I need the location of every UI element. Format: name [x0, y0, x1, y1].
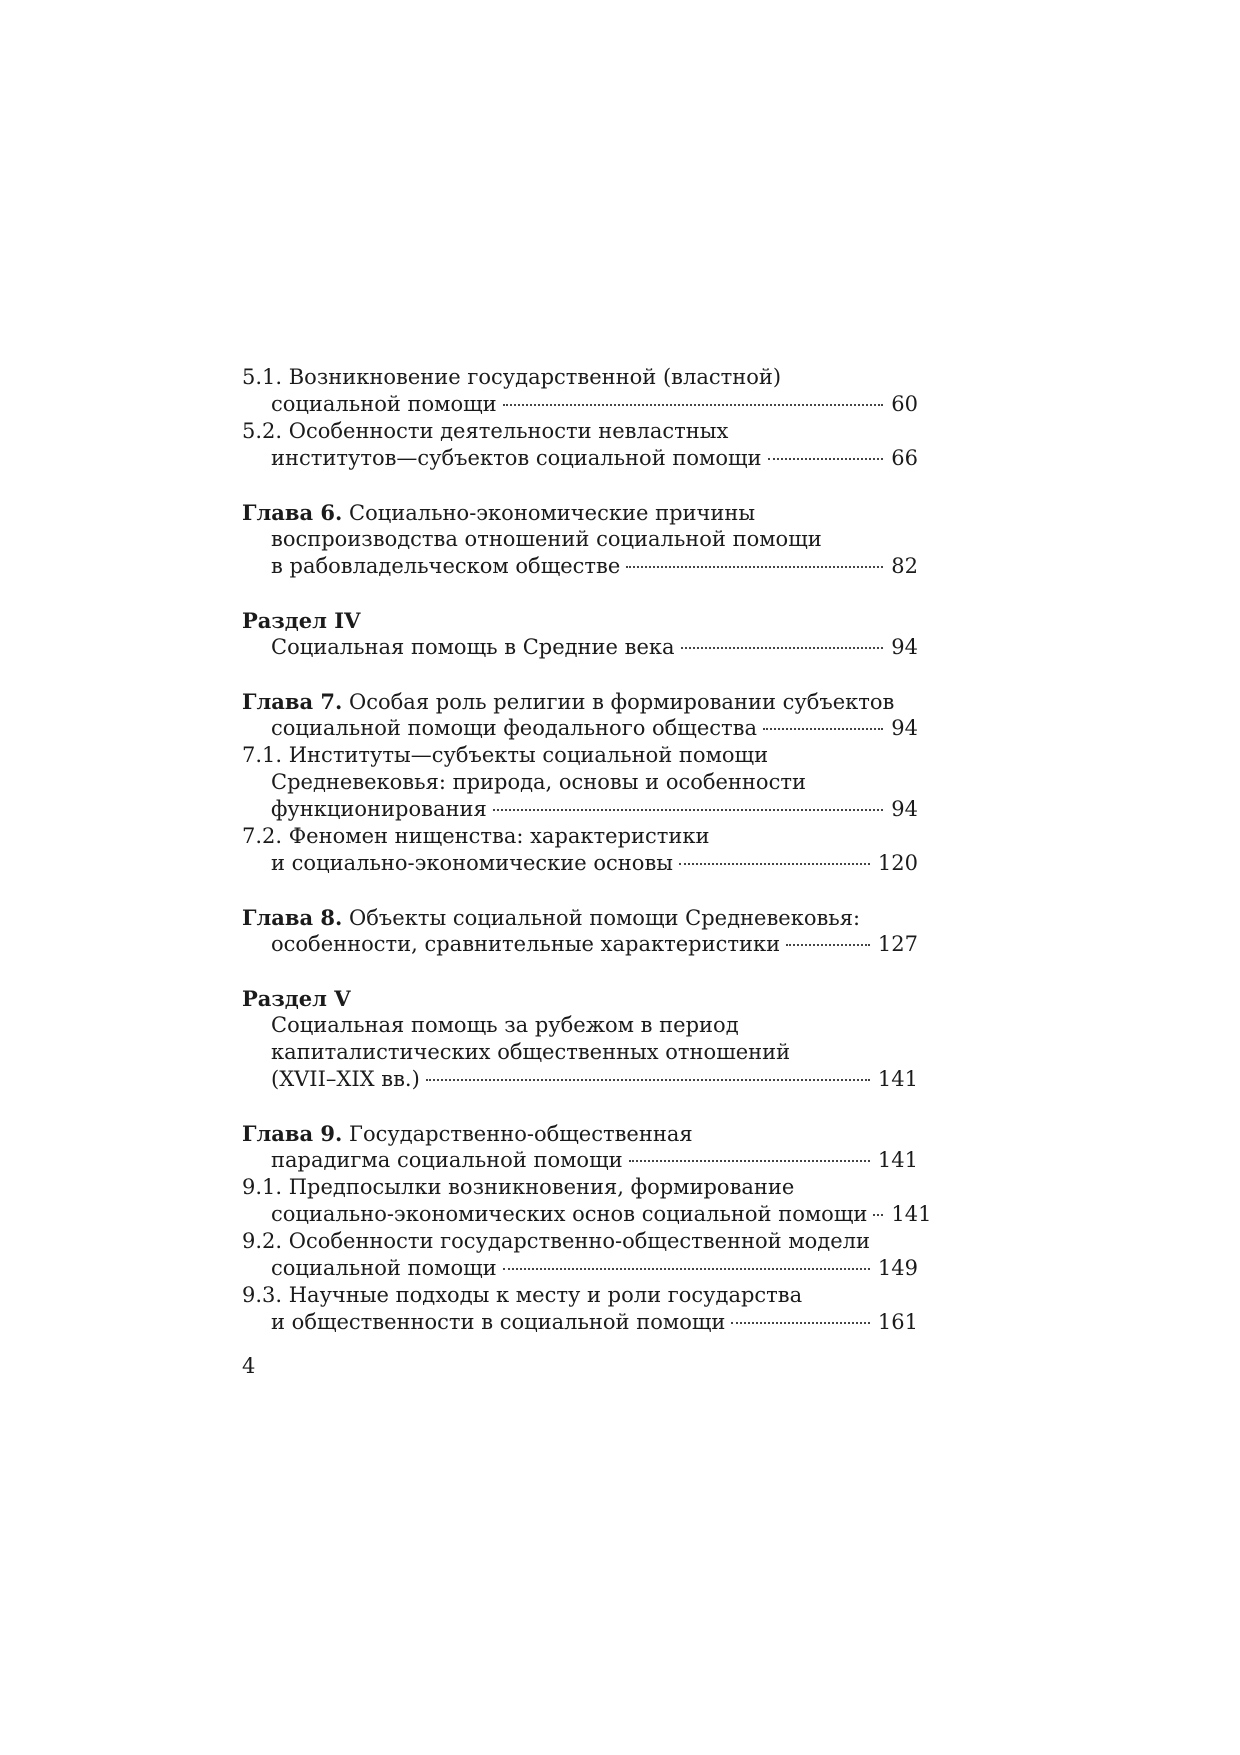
- toc-entry-line-text: [271, 796, 487, 823]
- toc-entry-line: [242, 1174, 918, 1201]
- toc-entry: [242, 1282, 918, 1336]
- page-number: 4: [242, 1354, 256, 1378]
- toc-entry-line: [242, 1228, 918, 1255]
- toc-entry: [242, 904, 918, 958]
- toc-page-number: 149: [877, 1256, 918, 1280]
- toc-entry-title: парадигма социальной помощи: [271, 1148, 623, 1172]
- toc-page-number: 82: [891, 554, 918, 578]
- toc-group: [242, 499, 918, 580]
- dot-leader: [681, 647, 884, 649]
- toc-entry: [242, 742, 918, 823]
- toc-entry-line: [242, 499, 918, 526]
- toc-entry-title: 7.2. Феномен нищенства: характеристики: [242, 824, 710, 848]
- toc-group: [242, 688, 918, 877]
- toc-entry-line: [242, 931, 918, 958]
- toc-entry-line-text: [271, 931, 780, 958]
- toc-entry: [242, 1120, 918, 1174]
- toc-entry-line-text: [271, 1147, 623, 1174]
- toc-entry-line: [242, 904, 918, 931]
- toc-entry: [242, 1174, 932, 1228]
- dot-leader: [629, 1160, 870, 1162]
- toc-entry-label: Раздел IV: [242, 608, 361, 633]
- toc-entry-line-text: [271, 445, 762, 472]
- toc-entry-line: [242, 1201, 932, 1228]
- toc-entry-line: [242, 850, 918, 877]
- toc-entry-line: [242, 445, 918, 472]
- toc-entry-line-text: [242, 501, 755, 525]
- toc-entry-line-text: [271, 391, 497, 418]
- toc-entry-line-text: [271, 1201, 867, 1228]
- toc-entry-line-text: [242, 824, 710, 848]
- toc-entry-line: [242, 634, 918, 661]
- toc-entry: [242, 364, 918, 418]
- toc-page-number: 60: [891, 392, 918, 416]
- toc-entry-line-text: [242, 690, 894, 714]
- toc-page-number: 94: [891, 635, 918, 659]
- toc-entry-line: [242, 607, 918, 634]
- toc-entry-title: Особая роль религии в формировании субъектов: [349, 690, 895, 714]
- toc-entry-title: Социально-экономические причины: [349, 501, 756, 525]
- toc-entry-line-text: [271, 527, 822, 551]
- toc-entry-title: Социальная помощь в Средние века: [271, 635, 675, 659]
- toc-entry: [242, 418, 918, 472]
- toc-entry-line: [242, 1120, 918, 1147]
- toc-entry-line-text: [242, 743, 768, 767]
- toc-entry-line-text: [242, 987, 351, 1011]
- toc-entry-title: воспроизводства отношений социальной помощи: [271, 527, 822, 551]
- dot-leader: [426, 1079, 870, 1081]
- toc-entry-title: капиталистических общественных отношений: [271, 1040, 791, 1064]
- toc-group: [242, 607, 918, 661]
- toc-entry-line-text: [271, 1066, 420, 1093]
- toc-entry-title: Объекты социальной помощи Средневековья:: [349, 906, 861, 930]
- toc-entry-title: Социальная помощь за рубежом в период: [271, 1013, 739, 1037]
- toc-entry-line: [242, 1066, 918, 1093]
- toc-entry-line-text: [271, 1040, 790, 1064]
- toc-entry: [242, 499, 918, 580]
- toc-entry-title: и социально-экономические основы: [271, 851, 673, 875]
- dot-leader: [763, 728, 883, 730]
- toc-entry-line: [242, 418, 918, 445]
- toc-entry-line: [242, 364, 918, 391]
- toc-entry-title: особенности, сравнительные характеристики: [271, 932, 781, 956]
- toc-entry-line-text: [271, 634, 675, 661]
- toc-group: [242, 1120, 932, 1336]
- toc-entry-title: (XVII–XIX вв.): [271, 1067, 420, 1091]
- toc-entry-line: [242, 769, 918, 796]
- toc-entry-line-text: [271, 850, 673, 877]
- dot-leader: [626, 566, 883, 568]
- toc-entry-line: [242, 823, 918, 850]
- toc-entry-title: 5.2. Особенности деятельности невластных: [242, 419, 729, 443]
- toc-entry-title: Средневековья: природа, основы и особенности: [271, 770, 806, 794]
- toc-entry-line-text: [271, 770, 806, 794]
- dot-leader: [768, 458, 884, 460]
- toc-entry-line: [242, 1309, 918, 1336]
- dot-leader: [503, 404, 884, 406]
- toc-entry-line-text: [242, 1122, 693, 1146]
- toc-page-number: 120: [877, 851, 918, 875]
- toc-entry-label: Глава 6.: [242, 500, 343, 525]
- toc-entry: [242, 985, 918, 1093]
- toc-entry: [242, 823, 918, 877]
- toc-entry: [242, 1228, 918, 1282]
- dot-leader: [731, 1322, 870, 1324]
- toc-entry-line: [242, 553, 918, 580]
- toc-entry-title: в рабовладельческом обществе: [271, 554, 621, 578]
- toc-entry-line: [242, 1012, 918, 1039]
- toc-entry-title: 9.2. Особенности государственно-общественной модели: [242, 1229, 870, 1253]
- toc-entry-title: 7.1. Институты—субъекты социальной помощи: [242, 743, 769, 767]
- toc-group: [242, 364, 918, 472]
- toc-group: [242, 904, 918, 958]
- dot-leader: [786, 944, 870, 946]
- toc-entry-label: Глава 9.: [242, 1121, 343, 1146]
- toc-page-number: 94: [891, 797, 918, 821]
- toc-entry-line-text: [271, 715, 757, 742]
- toc-entry-line-text: [242, 906, 860, 930]
- toc-entry-line-text: [242, 419, 728, 443]
- toc-entry-label: Глава 7.: [242, 689, 343, 714]
- toc-entry-title: социально-экономических основ социальной помощи: [271, 1202, 868, 1226]
- toc-entry-title: институтов—субъектов социальной помощи: [271, 446, 762, 470]
- toc-entry-line: [242, 1147, 918, 1174]
- toc-entry-line: [242, 526, 918, 553]
- toc-entry-line: [242, 688, 918, 715]
- toc-group: [242, 985, 918, 1093]
- toc-entry-line: [242, 1039, 918, 1066]
- toc-entry-line: [242, 796, 918, 823]
- toc-entry-line: [242, 742, 918, 769]
- toc-entry-line-text: [242, 1283, 802, 1307]
- toc-entry-title: и общественности в социальной помощи: [271, 1310, 726, 1334]
- toc-entry-title: 9.1. Предпосылки возникновения, формирование: [242, 1175, 795, 1199]
- dot-leader: [503, 1268, 870, 1270]
- toc-entry: [242, 607, 918, 661]
- toc-entry-line-text: [271, 1013, 739, 1037]
- toc-page-number: 141: [891, 1202, 932, 1226]
- toc-entry-title: социальной помощи: [271, 1256, 497, 1280]
- toc-entry-line-text: [242, 609, 360, 633]
- toc-entry-line-text: [271, 1255, 497, 1282]
- toc-entry-title: функционирования: [271, 797, 487, 821]
- toc-page-number: 141: [877, 1067, 918, 1091]
- dot-leader: [493, 809, 884, 811]
- toc-entry-title: Государственно-общественная: [349, 1122, 693, 1146]
- toc-page-number: 161: [877, 1310, 918, 1334]
- toc-entry-label: Раздел V: [242, 986, 351, 1011]
- toc-entry: [242, 688, 918, 742]
- toc-entry-title: социальной помощи феодального общества: [271, 716, 757, 740]
- toc-entry-line: [242, 1255, 918, 1282]
- toc-entry-title: 5.1. Возникновение государственной (властной): [242, 365, 782, 389]
- toc-entry-line-text: [271, 1309, 725, 1336]
- dot-leader: [679, 863, 870, 865]
- toc-entry-line-text: [242, 1175, 794, 1199]
- toc-entry-line: [242, 985, 918, 1012]
- table-of-contents: [242, 364, 932, 1336]
- toc-page-number: 141: [877, 1148, 918, 1172]
- toc-entry-line-text: [271, 553, 620, 580]
- toc-entry-line-text: [242, 1229, 870, 1253]
- toc-entry-label: Глава 8.: [242, 905, 343, 930]
- toc-entry-title: 9.3. Научные подходы к месту и роли государства: [242, 1283, 803, 1307]
- toc-entry-line: [242, 715, 918, 742]
- toc-entry-title: социальной помощи: [271, 392, 497, 416]
- toc-page-number: 127: [877, 932, 918, 956]
- toc-entry-line-text: [242, 365, 781, 389]
- toc-page-number: 66: [891, 446, 918, 470]
- toc-page-number: 94: [891, 716, 918, 740]
- toc-entry-line: [242, 391, 918, 418]
- dot-leader: [873, 1214, 883, 1216]
- toc-entry-line: [242, 1282, 918, 1309]
